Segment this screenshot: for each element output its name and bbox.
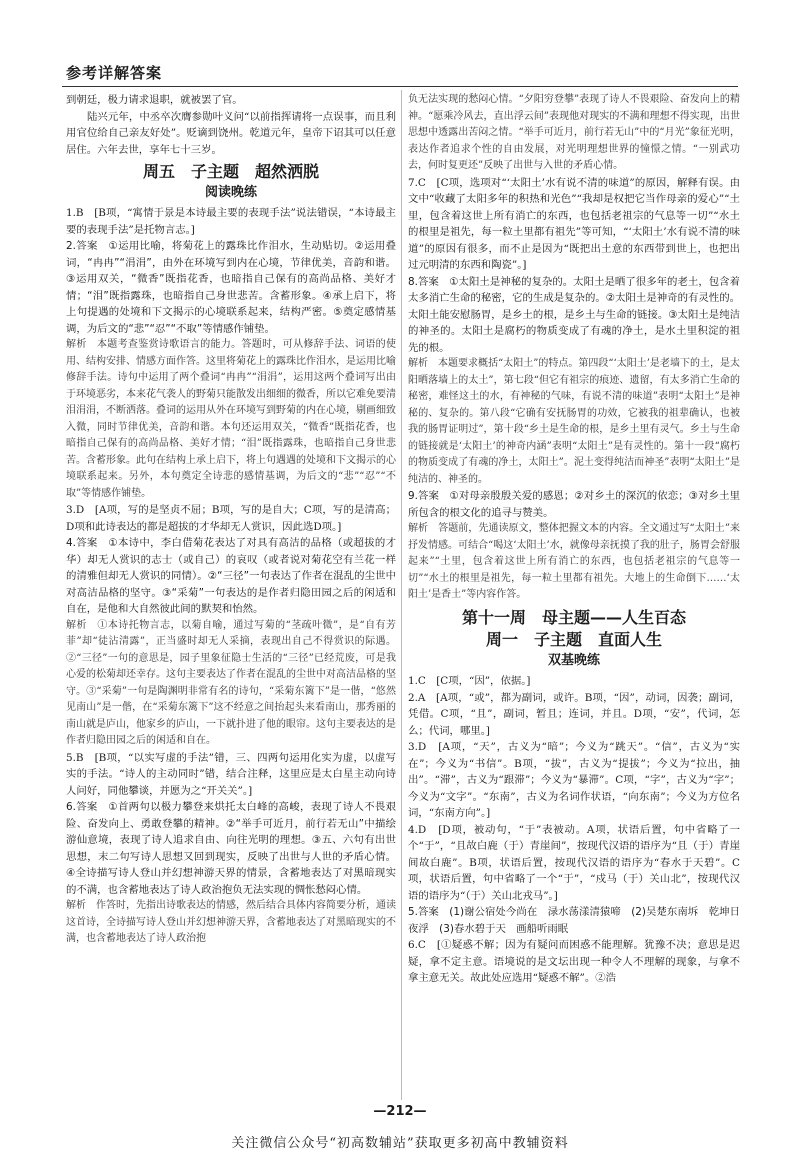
section-title: 周一 子主题 直面人生 (485, 630, 662, 649)
question-paragraph: 到朝廷，极力请求退职，就被罢了官。 (66, 94, 243, 106)
section-title: 周五 子主题 超然洒脱 (142, 162, 319, 181)
question-paragraph: 2.A [A项，“或”，都为副词，或许。B项，“因”，动词，因袭；副词，凭借。C项，“且”，副词，暂且；连词，并且。D项，“安”，代词，怎么；代词，哪里。] (408, 691, 740, 737)
question-paragraph: 7.C [C项，选项对“‘太阳土’水有说不清的味道”的原因，解释有误。由文中“收藏了太阳多年的积热和光色”“我却是权把它当作母亲的爱心”“土里，包含着这世上所有消亡的东西，也包括老祖宗的气息等一切”“水土的根里是祖先，每一粒土里都有祖先”等可知，“‘太阳土’水有说不清的味道”的原因有很多，而不止是因为“既把出土意的东西带到世上，也把出过元明清的东西和陶瓷”。] (408, 176, 740, 271)
subsection-title: 阅读晚练 (204, 184, 257, 200)
answer-paragraph: 8.答案 ①太阳土是神秘的复杂的。太阳土是晒了很多年的老土，包含着太多消亡生命的秘密，它的生成是复杂的。②太阳土是神奇的有灵性的。太阳土能安慰肠胃，是乡土的根，是乡土与生命的链接。③太阳土是纯洁的神圣的。太阳土是腐朽的物质变成了有魂的净土，是水土里积淀的祖先的根。 (408, 275, 740, 354)
left-column (66, 92, 396, 1102)
answer-paragraph: 9.答案 ①对母亲殷殷关爱的感恩；②对乡土的深沉的依恋；③对乡土里所包含的根文化的追寻与赞美。 (408, 490, 740, 519)
answer-paragraph: 5.答案 (1)谢公宿处今尚在 渌水荡漾清猿啼 (2)吴楚东南坼 乾坤日夜浮 (3)春水碧于天 画船听雨眠 (408, 906, 740, 935)
question-paragraph: 3.D [A项，写的是坚贞不屈；B项，写的是自大；C项，写的是清高；D项和此诗表达的都是超拔的才华却无人赏识，因此选D项。] (66, 504, 396, 533)
answer-paragraph: 4.答案 ①本诗中，李白借菊花表达了对具有高洁的品格（或超拔的才华）却无人赏识的志士（或自己）的哀叹（或者说对菊花空有兰花一样的清雅但却无人赏识的同情）。②“三径”一句表达了作者在混乱的尘世中对高洁品格的坚守。③“采菊”一句表达的是作者归隐田园之后的闲适和自在，是他和大自然彼此间的默契和怡然。 (66, 537, 396, 615)
header-title: 参考详解答案 (66, 64, 163, 82)
footer-note: 关注微信公众号“初高数辅站”获取更多初高中教辅资料 (231, 1136, 569, 1151)
column-divider (401, 90, 402, 1100)
analysis-paragraph: 解析 本题考查鉴赏诗歌语言的能力。答题时，可从修辞手法、词语的使用、结构安排、情感方面作答。这里将菊花上的露珠比作泪水，是运用比喻修辞手法。诗句中运用了两个叠词“冉冉”“涓涓”，运用这两个叠词写出由于环境恶劣，本来花气袭人的野菊只能散发出细细的微香，所以它难免要清泪涓涓，不断洒落。叠词的运用从外在环境写到野菊的内在心境，剔画细致入微，同时节律优美，音韵和谐。本句还运用双关，“微香”既指花香，也暗指自己保有的高尚品格、美好才情；“泪”既指露珠，也暗指自己身世悲苦。含蓄形象。此句在结构上承上启下，将上句遇遇的处境和下文揭示的心境联系起来。另外，本句奠定全诗悲的感情基调，为后文的“悲”“忍”“不取”等情感作铺垫。 (66, 339, 396, 499)
analysis-paragraph: 解析 ①本诗托物言志，以菊自喻，通过写菊的“茎疏叶微”，是“自有芳菲”却“徒沾清露”，正当盛时却无人采摘，表现出自己不得赏识的际遇。②“三径”一句的意思是，园子里象征隐士生活的“三径”已经荒废，可是我心爱的松菊却还幸存。这句主要表达了作者在混乱的尘世中对高洁品格的坚守。③“采菊”一句是陶渊明非常有名的诗句，“采菊东篱下”是一偕，“悠然见南山”是一偕，在“采菊东篱下”这不经意之间抬起头来看南山，那秀丽的南山就是庐山，他家乡的庐山，一下就扑进了他的眼帘。这句主要表达的是作者归隐田园之后的闲适和自在。 (66, 619, 396, 746)
right-column (408, 92, 740, 1102)
question-paragraph: 3.D [A项，“天”，古义为“暗”；今义为“跳天”。“信”，古义为“实在”；今义为“书信”。B项，“拔”，古义为“提拔”；今义为“拉出，抽出”。“滞”，古义为“跟滞”；今义为“暴滞”。C项，“字”，古义为“字”；今义为“文字”。“东南”，古义为名词作状语，“向东南”；今义为方位名词，“东南方向”。] (408, 741, 740, 819)
analysis-paragraph: 解析 本题要求概括“太阳土”的特点。第四段“‘太阳土’是老墙下的土，是太阳晒落墙上的太土”，第七段“但它有祖宗的痕迹、遗留，有太多消亡生命的秘密，难怪这土的水，有神秘的气味，有说不清的味道”表明“太阳土”是神秘的、复杂的。第八段“它确有安抚肠胃的功效，它被我的祖辈确认，也被我的肠胃证明过”，第十段“乡土是生命的根，是乡土里有灵气。乡土与生命的链接就是‘太阳土’的神奇内涵”表明“太阳土”是有灵性的。第十一段“腐朽的物质变成了有魂的净土，太阳土”。泥土变得纯洁而神圣”表明“太阳土”是纯洁的、神圣的。 (408, 358, 740, 485)
header-rule (62, 86, 738, 87)
question-paragraph: 1.B [B项，“寓情于景是本诗最主要的表现手法”说法错误，“本诗最主要的表现手法”是托物言志。] (66, 207, 396, 236)
week-title: 第十一周 母主题——人生百态 (461, 607, 686, 627)
answer-paragraph: 2.答案 ①运用比喻，将菊花上的露珠比作泪水，生动贴切。②运用叠词，“冉冉”“涓涓”，由外在环境写到内在心境，节律优美，音韵和谐。③运用双关，“微香”既指花香，也暗指自己保有的高尚品格、美好才情；“泪”既指露珠，也暗指自己身世悲苦。含蓄形象。④承上启下，将上句提遇的处境和下文揭示的心境联系起来，结构严密。⑤奠定感情基调，为后文的“悲”“忍”“不取”等情感作铺垫。 (66, 240, 396, 335)
question-paragraph: 5.B [B项，“以实写虚的手法”错，三、四两句运用化实为虚，以虚写实的手法。“诗人的主动同时”错，结合注释，这里应是太白星主动向诗人问好，同他攀谈，并愿为之“开关关”。] (66, 751, 396, 797)
page-number: —212— (373, 1104, 427, 1119)
analysis-paragraph: 负无法实现的愁闷心情。“夕阳穷登攀”表现了诗人不畏艰险、奋发向上的精神。“愿乘冷风去，直出浮云间”表现他对现实的不满和理想不得实现，出世思想中透露出苦闷之情。“举手可近月，前行若无山”中的“月光”象征光明，表达作者追求个性的自由发展，对光明理想世界的憧憬之情。“一别武功去，何时复更还”反映了出世与入世的矛盾心情。 (408, 94, 740, 171)
question-paragraph: 陆兴元年，中丞卒次膺参勋叶义问“以前指挥请将一点误事，而且利用官位给自己亲友好处”。贬谪到饶州。乾道元年，皇帝下诏其可以任意居住。六年去世，享年七十三岁。 (66, 110, 396, 156)
question-paragraph: 6.C [①疑惑不解；因为有疑问而困惑不能理解。犹豫不决；意思是迟疑，拿不定主意。语境说的是文坛出现一种令人不理解的现象，与拿不拿主意无关。故此处应选用“疑惑不解”。②浩 (408, 939, 740, 984)
question-paragraph: 4.D [D项，被动句，“于”表被动。A项，状语后置，句中省略了一个“于”，“且故白鹿（于）青崖间”，按现代汉语的语序为“且（于）青崖间故白鹿”。B项，状语后置，按现代汉语的语序为“春水于天碧”。C项，状语后置，句中省略了一个“于”，“戍马（于）关山北”，按现代汉语的语序为“（于）关山北戎马”。] (408, 823, 740, 902)
analysis-paragraph: 解析 答题前，先通读原文，整体把握文本的内容。全文通过写“太阳土”来抒发情感。可结合“喝这‘太阳土’水，就像母亲抚摸了我的肚子，肠胃会舒服起来”“土里，包含着这世上所有消亡的东西，也包括老祖宗的气息等一切”“水土的根里是祖先，每一粒土里都有祖先。大地上的生命倒下……‘太阳土’是香土”等内容作答。 (408, 523, 740, 600)
analysis-paragraph: 解析 作答时，先指出诗歌表达的情感，然后结合具体内容简要分析，通读这首诗，全诗描写诗人登山并幻想神游天界，含蓄地表达了对黑暗现实的不满，也含蓄地表达了诗人政治抱 (66, 900, 396, 944)
answer-paragraph: 6.答案 ①首两句以极力攀登来烘托太白峰的高峻，表现了诗人不畏艰险、奋发向上、勇敢登攀的精神。②“举手可近月，前行若无山”中描绘游仙意境，表现了诗人追求自由、向往光明的理想。③五、六句有出世思想，末二句写诗人思想又回到现实，反映了出世与人世的矛盾心情。④全诗描写诗人登山并幻想神游天界的情景，含蓄地表达了对黑暗现实的不满，也含蓄地表达了诗人政治抱负无法实现的惆怅愁闷心情。 (66, 801, 396, 896)
subsection-title: 双基晚练 (547, 652, 600, 668)
question-paragraph: 1.C [C项，“因”，依据。] (408, 675, 531, 687)
